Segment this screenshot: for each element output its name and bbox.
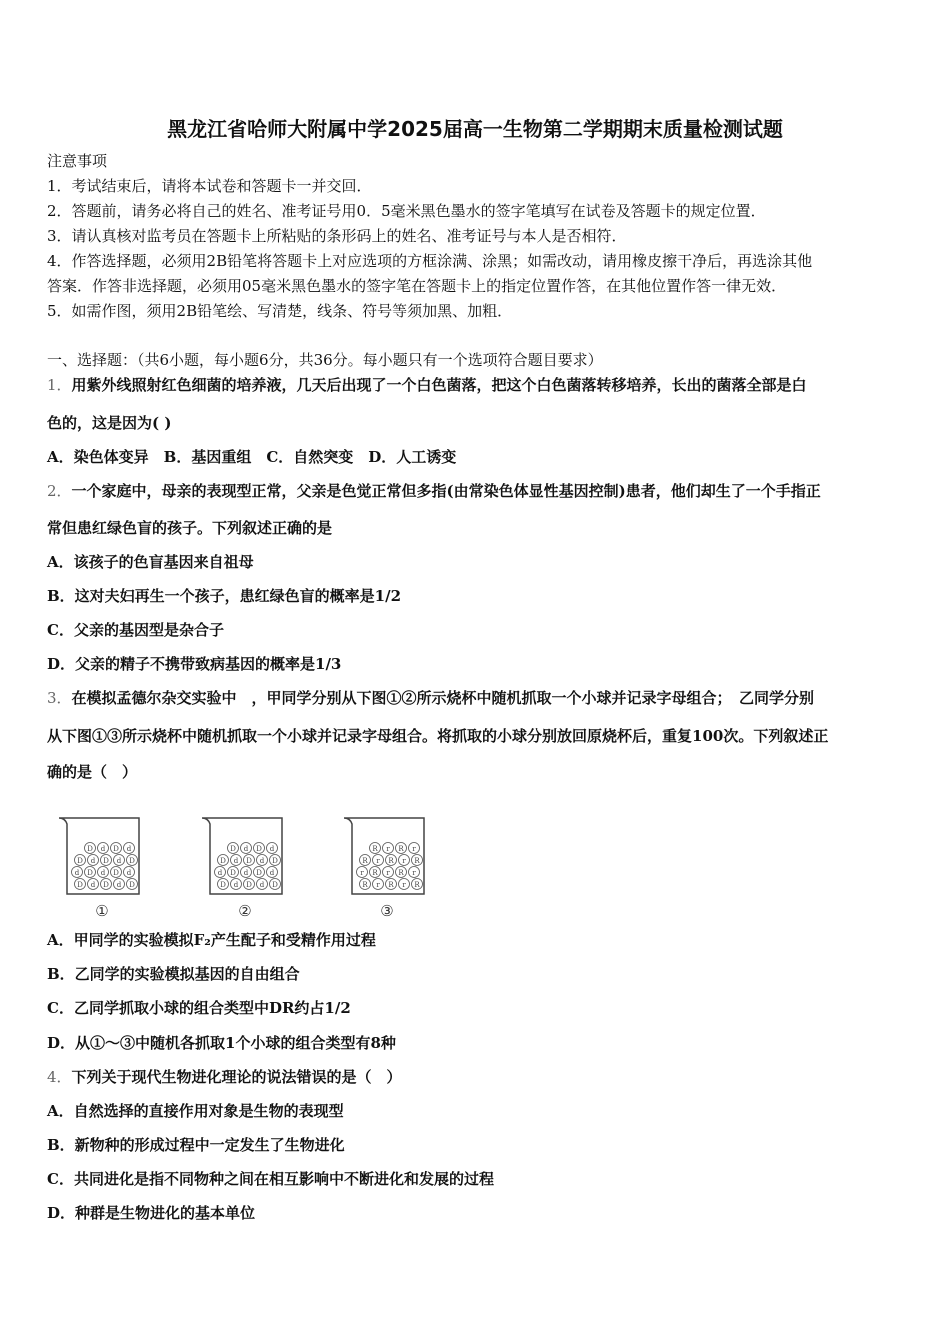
note-line: 5．如需作图，须用2B铅笔绘、写清楚，线条、符号等须加黑、加粗．: [47, 302, 513, 320]
svg-text:d: d: [233, 857, 239, 865]
svg-text:d: d: [100, 845, 106, 853]
option: B．新物种的形成过程中一定发生了生物进化: [47, 1136, 345, 1154]
section-heading: 一、选择题：（共6小题，每小题6分，共36分。每小题只有一个选项符合题目要求）: [47, 351, 603, 369]
svg-text:d: d: [126, 845, 132, 853]
svg-text:r: r: [386, 869, 390, 877]
svg-text:R: R: [388, 881, 394, 889]
option: D．从①～③中随机各抓取1个小球的组合类型有8种: [47, 1034, 396, 1052]
svg-text:d: d: [243, 869, 249, 877]
beaker-3: [340, 812, 440, 922]
option: A．该孩子的色盲基因来自祖母: [47, 553, 254, 571]
option: D．父亲的精子不携带致病基因的概率是1/3: [47, 655, 342, 673]
svg-text:r: r: [402, 881, 406, 889]
svg-text:r: r: [376, 881, 380, 889]
svg-text:D: D: [87, 869, 93, 877]
note-line: 答案．作答非选择题，必须用05毫米黑色墨水的签字笔在答题卡上的指定位置作答，在其他位置作答一律无效．: [47, 277, 787, 295]
svg-text:D: D: [230, 845, 236, 853]
beaker-label: ②: [238, 902, 252, 920]
note-line: 1．考试结束后，请将本试卷和答题卡一并交回．: [47, 177, 372, 195]
svg-text:D: D: [246, 857, 252, 865]
option: B．乙同学的实验模拟基因的自由组合: [47, 965, 300, 983]
option: C．共同进化是指不同物种之间在相互影响中不断进化和发展的过程: [47, 1170, 494, 1188]
svg-text:r: r: [412, 845, 416, 853]
svg-text:d: d: [259, 857, 265, 865]
question-3: 3．在模拟孟德尔杂交实验中 ，甲同学分别从下图①②所示烧杯中随机抓取一个小球并记录字母组合； 乙同学分别: [47, 689, 815, 707]
svg-text:d: d: [243, 845, 249, 853]
svg-text:r: r: [402, 857, 406, 865]
question-4: 4．下列关于现代生物进化理论的说法错误的是（ ）: [47, 1068, 402, 1086]
note-line: 2．答题前，请务必将自己的姓名、准考证号用0．5毫米黑色墨水的签字笔填写在试卷及答题卡的规定位置．: [47, 202, 766, 220]
svg-text:D: D: [129, 857, 135, 865]
svg-text:r: r: [386, 845, 390, 853]
option: D．种群是生物进化的基本单位: [47, 1204, 256, 1222]
svg-text:D: D: [113, 845, 119, 853]
svg-text:D: D: [87, 845, 93, 853]
svg-text:d: d: [100, 869, 106, 877]
svg-text:D: D: [272, 857, 278, 865]
svg-text:r: r: [360, 869, 364, 877]
question-1: 1．用紫外线照射红色细菌的培养液，几天后出现了一个白色菌落，把这个白色菌落转移培养，长出的菌落全部是白: [47, 376, 807, 394]
svg-text:D: D: [246, 881, 252, 889]
svg-text:R: R: [362, 881, 368, 889]
svg-text:D: D: [220, 857, 226, 865]
svg-text:R: R: [388, 857, 394, 865]
svg-text:D: D: [77, 881, 83, 889]
svg-text:R: R: [414, 857, 420, 865]
svg-text:D: D: [113, 869, 119, 877]
svg-text:D: D: [256, 845, 262, 853]
page-title: 黑龙江省哈师大附属中学2025届高一生物第二学期期末质量检测试题: [167, 117, 783, 141]
question-3-cont: 从下图①③所示烧杯中随机抓取一个小球并记录字母组合。将抓取的小球分别放回原烧杯后，重复100次。下列叙述正: [47, 727, 829, 745]
svg-text:D: D: [256, 869, 262, 877]
svg-text:d: d: [74, 869, 80, 877]
svg-text:d: d: [90, 881, 96, 889]
svg-text:D: D: [77, 857, 83, 865]
question-2-cont: 常但患红绿色盲的孩子。下列叙述正确的是: [47, 519, 333, 537]
svg-text:D: D: [272, 881, 278, 889]
option: B．这对夫妇再生一个孩子，患红绿色盲的概率是1/2: [47, 587, 402, 605]
svg-text:r: r: [376, 857, 380, 865]
svg-text:d: d: [269, 845, 275, 853]
notes-heading: 注意事项: [47, 152, 108, 170]
svg-text:d: d: [233, 881, 239, 889]
option: C．乙同学抓取小球的组合类型中DR约占1/2: [47, 999, 351, 1017]
beaker-2: [198, 812, 298, 922]
option: C．父亲的基因型是杂合子: [47, 621, 224, 639]
svg-text:R: R: [398, 845, 404, 853]
note-line: 3．请认真核对监考员在答题卡上所粘贴的条形码上的姓名、准考证号与本人是否相符．: [47, 227, 627, 245]
svg-text:R: R: [362, 857, 368, 865]
svg-text:d: d: [90, 857, 96, 865]
question-1-options: A．染色体变异 B．基因重组 C．自然突变 D．人工诱变: [47, 448, 457, 466]
svg-text:d: d: [259, 881, 265, 889]
svg-text:d: d: [126, 869, 132, 877]
svg-text:d: d: [269, 869, 275, 877]
option: A．自然选择的直接作用对象是生物的表现型: [47, 1102, 344, 1120]
svg-text:D: D: [129, 881, 135, 889]
svg-text:d: d: [116, 857, 122, 865]
svg-text:D: D: [230, 869, 236, 877]
beaker-label: ①: [95, 902, 109, 920]
svg-text:D: D: [103, 857, 109, 865]
option: A．甲同学的实验模拟F₂产生配子和受精作用过程: [47, 931, 376, 949]
svg-text:R: R: [372, 869, 378, 877]
question-1-cont: 色的，这是因为( ): [47, 414, 172, 432]
beaker-label: ③: [380, 902, 394, 920]
svg-text:d: d: [217, 869, 223, 877]
question-2: 2．一个家庭中，母亲的表现型正常，父亲是色觉正常但多指(由常染色体显性基因控制)患者，他们却生了一个手指正: [47, 482, 821, 500]
beaker-1: [55, 812, 155, 922]
svg-text:r: r: [412, 869, 416, 877]
svg-text:R: R: [372, 845, 378, 853]
svg-text:D: D: [220, 881, 226, 889]
svg-text:d: d: [116, 881, 122, 889]
svg-text:R: R: [398, 869, 404, 877]
note-line: 4．作答选择题，必须用2B铅笔将答题卡上对应选项的方框涂满、涂黑；如需改动，请用橡皮擦干净后，再选涂其他: [47, 252, 813, 270]
question-3-cont: 确的是（ ）: [47, 763, 138, 781]
svg-text:R: R: [414, 881, 420, 889]
svg-text:D: D: [103, 881, 109, 889]
